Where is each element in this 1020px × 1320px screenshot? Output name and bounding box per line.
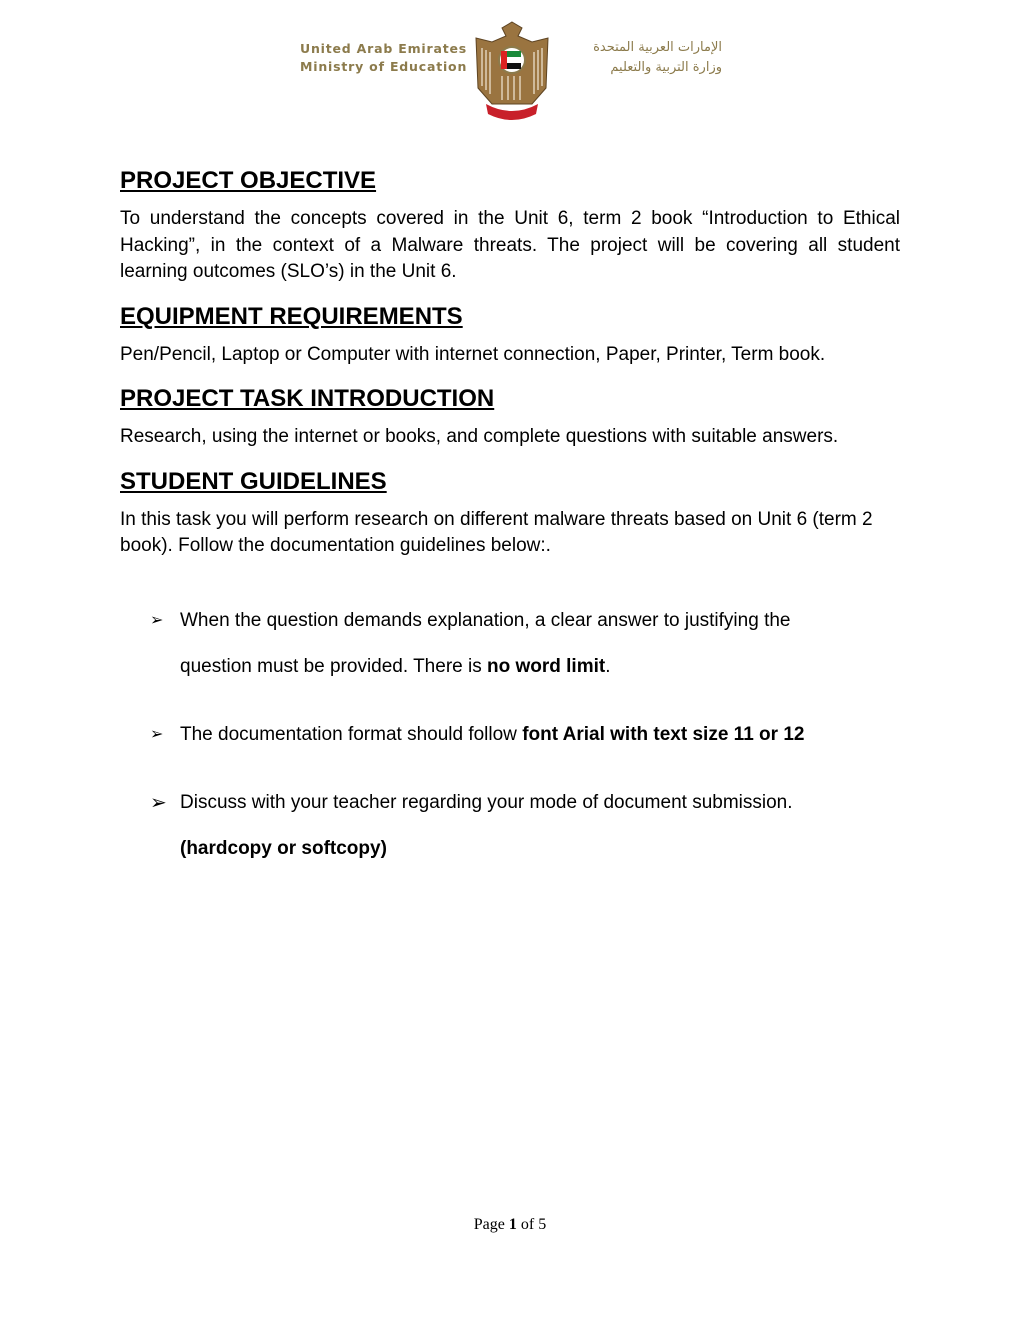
guideline-bold: (hardcopy or softcopy)	[180, 837, 387, 859]
section-heading: STUDENT GUIDELINES	[120, 467, 387, 495]
section-heading: PROJECT OBJECTIVE	[120, 167, 377, 194]
arrow-bullet-icon: ➢	[150, 611, 164, 629]
ministry-ar-line-1: الإمارات العربية المتحدة	[593, 40, 722, 55]
total-pages: 5	[538, 1216, 547, 1233]
section-heading: PROJECT TASK INTRODUCTION	[120, 385, 495, 412]
section-project-objective	[120, 166, 900, 286]
page-of: of	[516, 1216, 539, 1233]
guideline-text: The documentation format should follow	[180, 723, 523, 745]
document-body	[120, 166, 900, 894]
arrow-bullet-icon: ➢	[150, 791, 167, 814]
ministry-name-arabic	[572, 38, 722, 78]
guideline-item	[150, 780, 900, 872]
guideline-item	[150, 598, 840, 690]
section-body: To understand the concepts covered in the Unit 6, term 2 book “Introduction to Ethical Hacking”, in the context of a Malware threats. The project will be covering all student learning outcomes (SLO’s) in the Unit 6.	[120, 208, 900, 282]
ministry-ar-line-2: وزارة التربية والتعليم	[610, 60, 722, 75]
ministry-name-english	[300, 40, 467, 76]
ministry-line-2: Ministry of Education	[300, 59, 468, 74]
section-body: In this task you will perform research on different malware threats based on Unit 6 (term 2 book). Follow the documentation guidelines below:.	[120, 508, 873, 556]
guidelines-list	[120, 598, 900, 872]
ministry-line-1: United Arab Emirates	[300, 41, 468, 56]
section-student-guidelines	[120, 467, 900, 560]
guideline-bold: font Arial with text size 11 or 12	[522, 723, 805, 745]
section-body: Pen/Pencil, Laptop or Computer with internet connection, Paper, Printer, Term book.	[120, 343, 826, 365]
section-heading: EQUIPMENT REQUIREMENTS	[120, 302, 463, 330]
arrow-bullet-icon: ➢	[150, 725, 164, 743]
guideline-text: Discuss with your teacher regarding your mode of document submission.	[180, 791, 793, 813]
guideline-item	[150, 712, 900, 758]
section-project-task-introduction	[120, 384, 900, 451]
guideline-bold: no word limit	[487, 655, 606, 677]
current-page: 1	[508, 1216, 517, 1233]
page-label: Page	[473, 1216, 509, 1233]
section-equipment-requirements	[120, 302, 900, 369]
uae-emblem-logo	[472, 18, 552, 122]
guideline-after: .	[605, 655, 611, 677]
page-number	[0, 1216, 1020, 1234]
section-body: Research, using the internet or books, and complete questions with suitable answers.	[120, 426, 839, 447]
guideline-text: When the question demands explanation, a clear answer to justifying the question must be provided. There is	[180, 609, 791, 677]
